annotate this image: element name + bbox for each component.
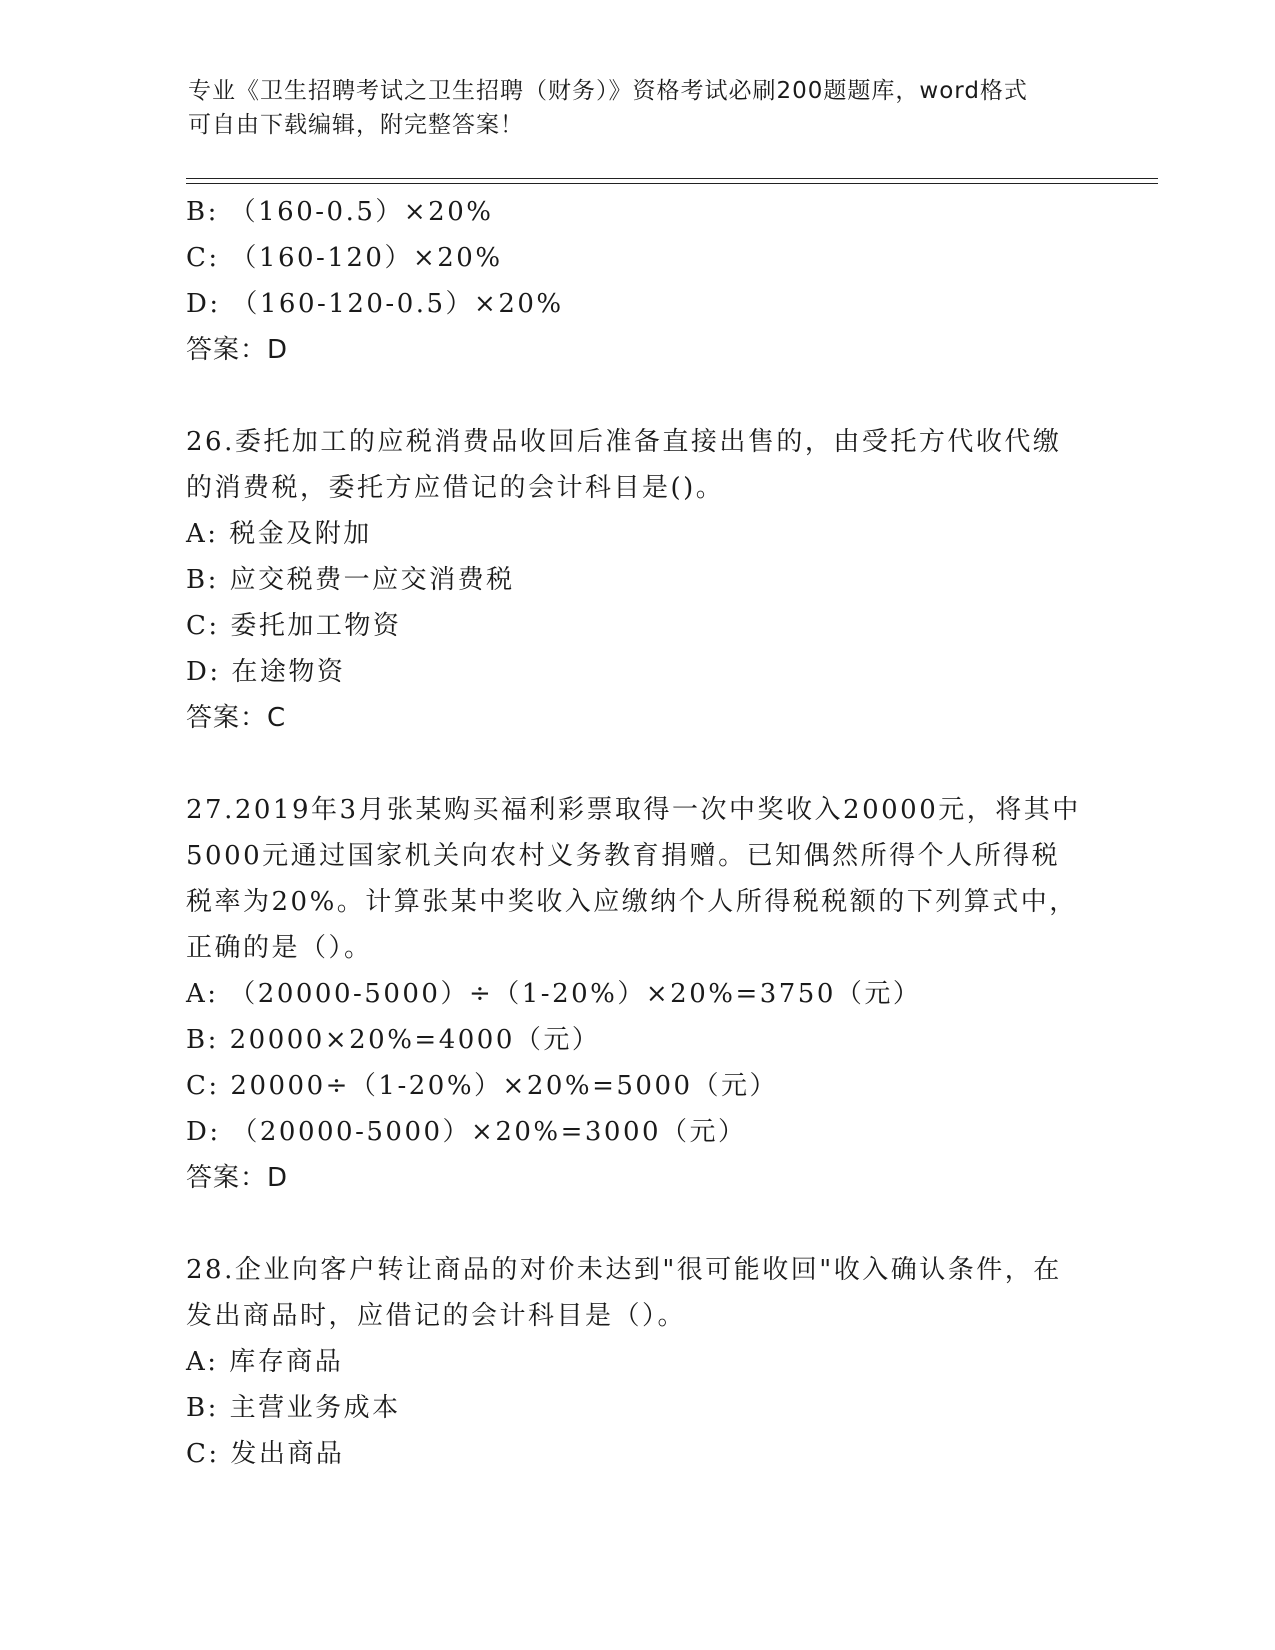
question-stem-line: 28.企业向客户转让商品的对价未达到"很可能收回"收入确认条件，在 — [186, 1255, 1062, 1285]
option-b: B: 应交税费一应交消费税 — [186, 565, 515, 595]
option-c: C: 委托加工物资 — [186, 611, 402, 641]
question-25-continued — [186, 189, 1086, 373]
option-d: D: （20000-5000）×20%=3000（元） — [186, 1117, 747, 1147]
question-stem-line: 发出商品时，应借记的会计科目是（）。 — [186, 1301, 687, 1331]
question-stem-line: 税率为20%。计算张某中奖收入应缴纳个人所得税税额的下列算式中， — [186, 887, 1078, 917]
option-d: D: （160-120-0.5）×20% — [186, 289, 564, 319]
question-stem-line: 5000元通过国家机关向农村义务教育捐赠。已知偶然所得个人所得税 — [186, 841, 1061, 871]
option-c: C: 20000÷（1-20%）×20%=5000（元） — [186, 1071, 779, 1101]
option-b: B: 20000×20%=4000（元） — [186, 1025, 601, 1055]
option-a: A: 库存商品 — [186, 1347, 344, 1377]
option-c: C: 发出商品 — [186, 1439, 345, 1469]
header-rule-bottom — [186, 183, 1158, 184]
header-line-2: 可自由下载编辑，附完整答案！ — [188, 112, 524, 138]
answer: 答案：D — [186, 1163, 289, 1193]
question-26 — [186, 419, 1086, 741]
question-stem-line: 的消费税，委托方应借记的会计科目是()。 — [186, 473, 725, 503]
option-a: A: （20000-5000）÷（1-20%）×20%=3750（元） — [186, 979, 922, 1009]
question-28 — [186, 1247, 1086, 1477]
document-header — [188, 74, 1068, 142]
option-a: A: 税金及附加 — [186, 519, 372, 549]
question-stem-line: 正确的是（）。 — [186, 933, 373, 963]
question-27 — [186, 787, 1086, 1201]
question-stem-line: 27.2019年3月张某购买福利彩票取得一次中奖收入20000元，将其中 — [186, 795, 1081, 825]
question-stem-line: 26.委托加工的应税消费品收回后准备直接出售的，由受托方代收代缴 — [186, 427, 1062, 457]
option-d: D: 在途物资 — [186, 657, 346, 687]
document-body — [186, 189, 1086, 1477]
header-rule-top — [186, 178, 1158, 179]
answer: 答案：C — [186, 703, 287, 733]
answer: 答案：D — [186, 335, 289, 365]
option-b: B: （160-0.5）×20% — [186, 197, 494, 227]
option-b: B: 主营业务成本 — [186, 1393, 401, 1423]
header-line-1: 专业《卫生招聘考试之卫生招聘（财务）》资格考试必刷200题题库，word格式 — [188, 78, 1028, 104]
option-c: C: （160-120）×20% — [186, 243, 503, 273]
